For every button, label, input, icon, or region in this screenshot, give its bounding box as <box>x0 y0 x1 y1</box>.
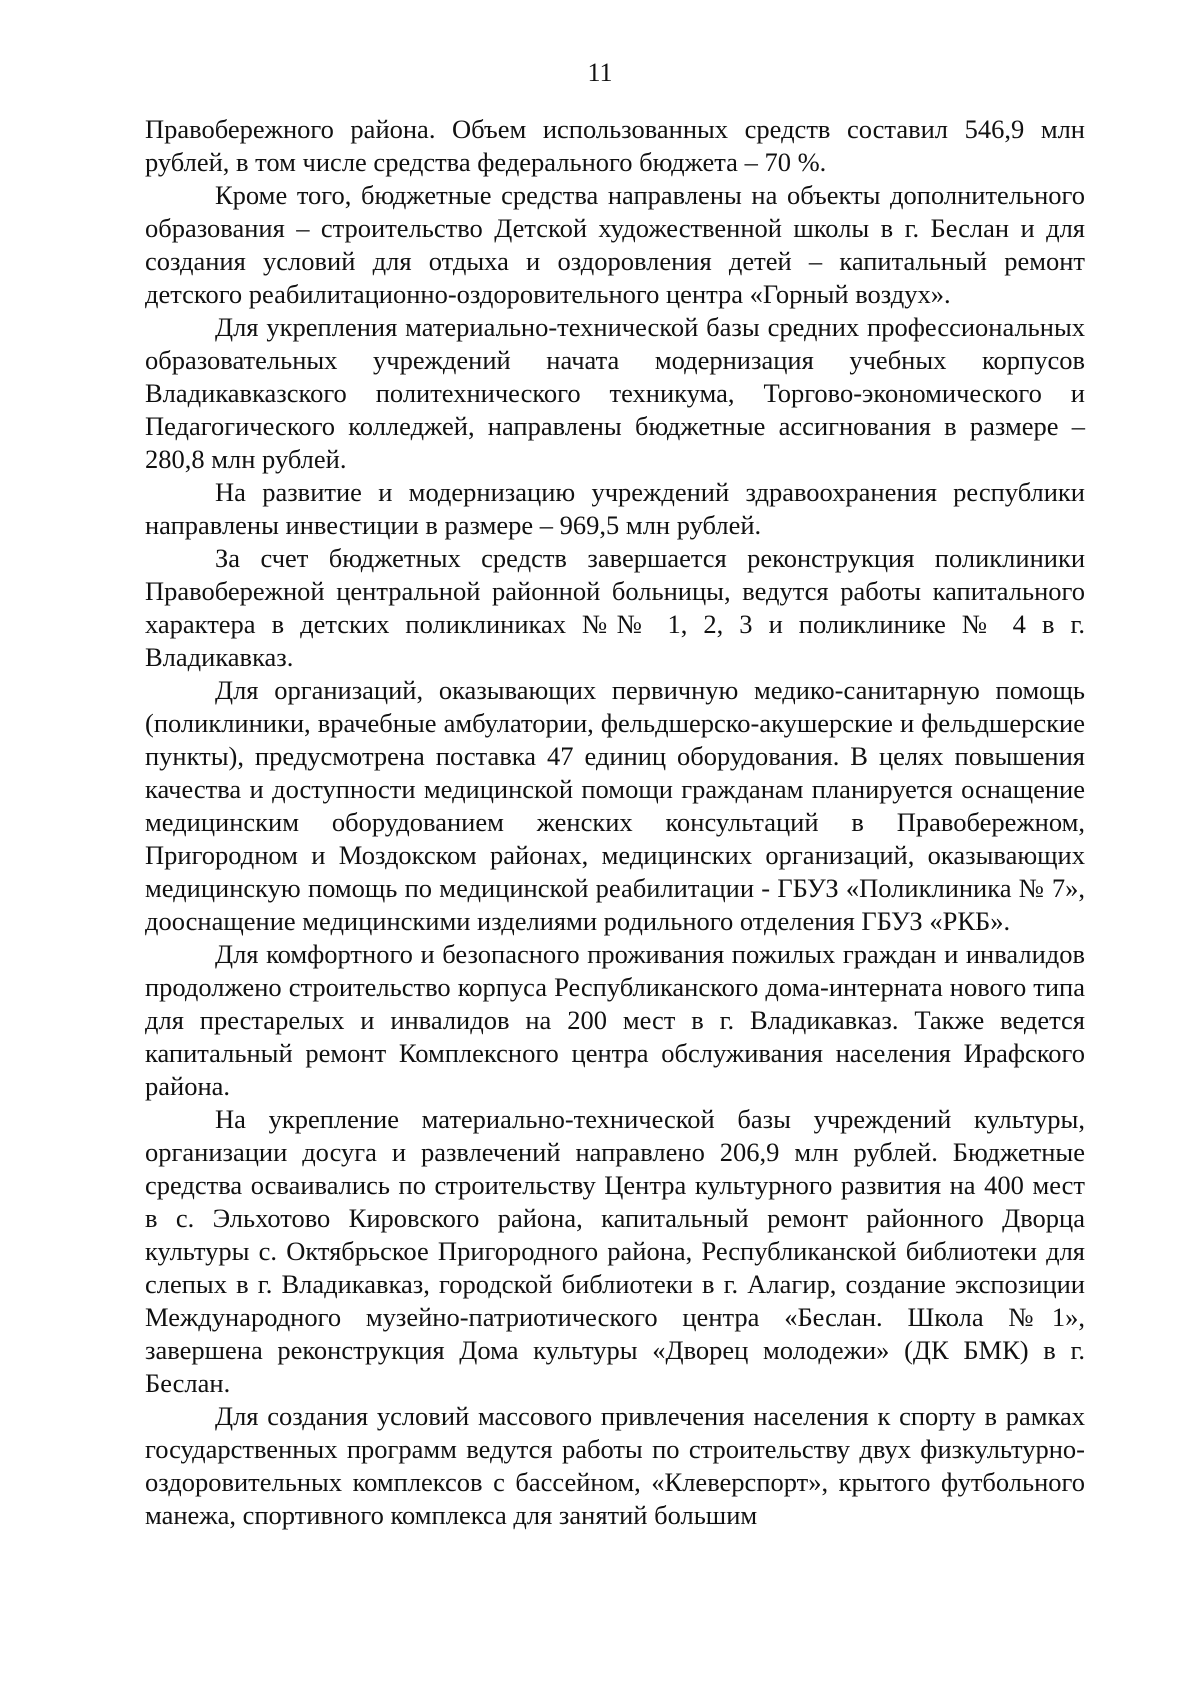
paragraph-additional-education: Кроме того, бюджетные средства направлены на объекты дополнительного образования – строительство Детской художественной школы в г. Беслан и для создания условий для отдыха и оздоровления детей – капитальный ремонт детского реабилитационно-оздоровительного центра «Горный воздух». <box>145 180 1085 309</box>
body-text <box>145 113 1085 1532</box>
paragraph-vocational-education: Для укрепления материально-технической базы средних профессиональных образовательных учреждений начата модернизация учебных корпусов Владикавказского политехнического техникума, Торгово-экономического и Педагогического колледжей, направлены бюджетные ассигнования в размере – 280,8 млн рублей. <box>145 312 1085 474</box>
page-number: 11 <box>587 58 613 87</box>
paragraph-elderly-care: Для комфортного и безопасного проживания пожилых граждан и инвалидов продолжено строительство корпуса Республиканского дома-интерната нового типа для престарелых и инвалидов на 200 мест в г. Владикавказ. Также ведется капитальный ремонт Комплексного центра обслуживания населения Ирафского района. <box>145 939 1085 1101</box>
paragraph-medical-equipment: Для организаций, оказывающих первичную медико-санитарную помощь (поликлиники, врачебные амбулатории, фельдшерско-акушерские и фельдшерские пункты), предусмотрена поставка 47 единиц оборудования. В целях повышения качества и доступности медицинской помощи гражданам планируется оснащение медицинским оборудованием женских консультаций в Правобережном, Пригородном и Моздокском районах, медицинских организаций, оказывающих медицинскую помощь по медицинской реабилитации - ГБУЗ «Поликлиника № 7», дооснащение медицинскими изделиями родильного отделения ГБУЗ «РКБ». <box>145 675 1085 936</box>
paragraph-sport: Для создания условий массового привлечения населения к спорту в рамках государственных программ ведутся работы по строительству двух физкультурно-оздоровительных комплексов с бассейном, «Клеверспорт», крытого футбольного манежа, спортивного комплекса для занятий большим <box>145 1401 1085 1530</box>
paragraph-clinic-reconstruction: За счет бюджетных средств завершается реконструкция поликлиники Правобережной центральной районной больницы, ведутся работы капитального характера в детских поликлиниках №№ 1, 2, 3 и поликлинике № 4 в г. Владикавказ. <box>145 543 1085 672</box>
paragraph-culture: На укрепление материально-технической базы учреждений культуры, организации досуга и развлечений направлено 206,9 млн рублей. Бюджетные средства осваивались по строительству Центра культурного развития на 400 мест в с. Эльхотово Кировского района, капитальный ремонт районного Дворца культуры с. Октябрьское Пригородного района, Республиканской библиотеки для слепых в г. Владикавказ, городской библиотеки в г. Алагир, создание экспозиции Международного музейно-патриотического центра «Беслан. Школа №1», завершена реконструкция Дома культуры «Дворец молодежи» (ДК БМК) в г. Беслан. <box>145 1104 1085 1398</box>
paragraph-continuation: Правобережного района. Объем использованных средств составил 546,9 млн рублей, в том числе средства федерального бюджета – 70 %. <box>145 114 1085 177</box>
paragraph-healthcare-investment: На развитие и модернизацию учреждений здравоохранения республики направлены инвестиции в размере – 969,5 млн рублей. <box>145 477 1085 540</box>
